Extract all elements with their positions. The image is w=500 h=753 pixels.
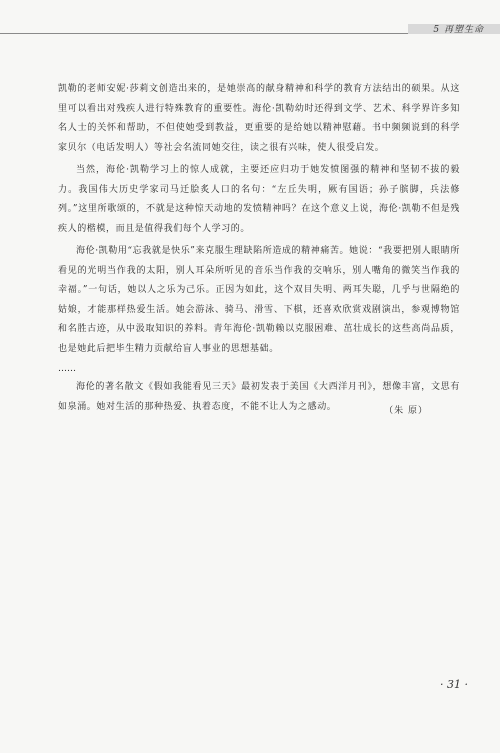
author-attribution: （朱 原） [384,406,428,416]
body-paragraph: 当然，海伦·凯勒学习上的惊人成就，主要还应归功于她发愤图强的精神和坚韧不拔的毅力。我国伟大历史学家司马迁脍炙人口的名句：“左丘失明，厥有国语；孙子膑脚，兵法修列。”这里所歌颂的，不就是这种惊天动地的发愤精神吗？在这个意义上说，海伦·凯勒不但是残疾人的楷模，而且是值得我们每个人学习的。 [58,165,460,234]
page-number: · 31 · [440,678,468,691]
running-header: 5 再塑生命 [433,25,484,35]
body-paragraph: 凯勒的老师安妮·莎莉文创造出来的，是她崇高的献身精神和科学的教育方法结出的硕果。从这里可以看出对残疾人进行特殊教育的重要性。海伦·凯勒幼时还得到文学、艺术、科学界许多知名人士的关怀和帮助，不但使她受到教益，更重要的是给她以精神慰藉。书中频频说到的科学家贝尔（电话发明人）等社会名流同她交往，读之很有兴味，使人很受启发。 [58,84,460,153]
body-paragraph: 海伦的著名散文《假如我能看见三天》最初发表于美国《大西洋月刊》，想像丰富，文思有如泉涌。她对生活的那种热爱、执着态度，不能不让人为之感动。 [58,382,460,412]
page-body [58,80,460,420]
omission-mark: …… [58,364,76,374]
body-paragraph: 海伦·凯勒用“忘我就是快乐”来克服生理缺陷所造成的精神痛苦。她说：“我要把别人眼睛所看见的光明当作我的太阳，别人耳朵所听见的音乐当作我的交响乐，别人嘴角的微笑当作我的幸福。”一句话，她以人之乐为己乐。正因为如此，这个双目失明、两耳失聪，几乎与世隔绝的姑娘，才能那样热爱生活。她会游泳、骑马、滑雪、下棋，还喜欢欣赏戏剧演出，参观博物馆和名胜古迹，从中汲取知识的养料。青年海伦·凯勒赖以克服困难、茁壮成长的这些高尚品质，也是她此后把毕生精力贡献给盲人事业的思想基础。 [58,246,460,354]
